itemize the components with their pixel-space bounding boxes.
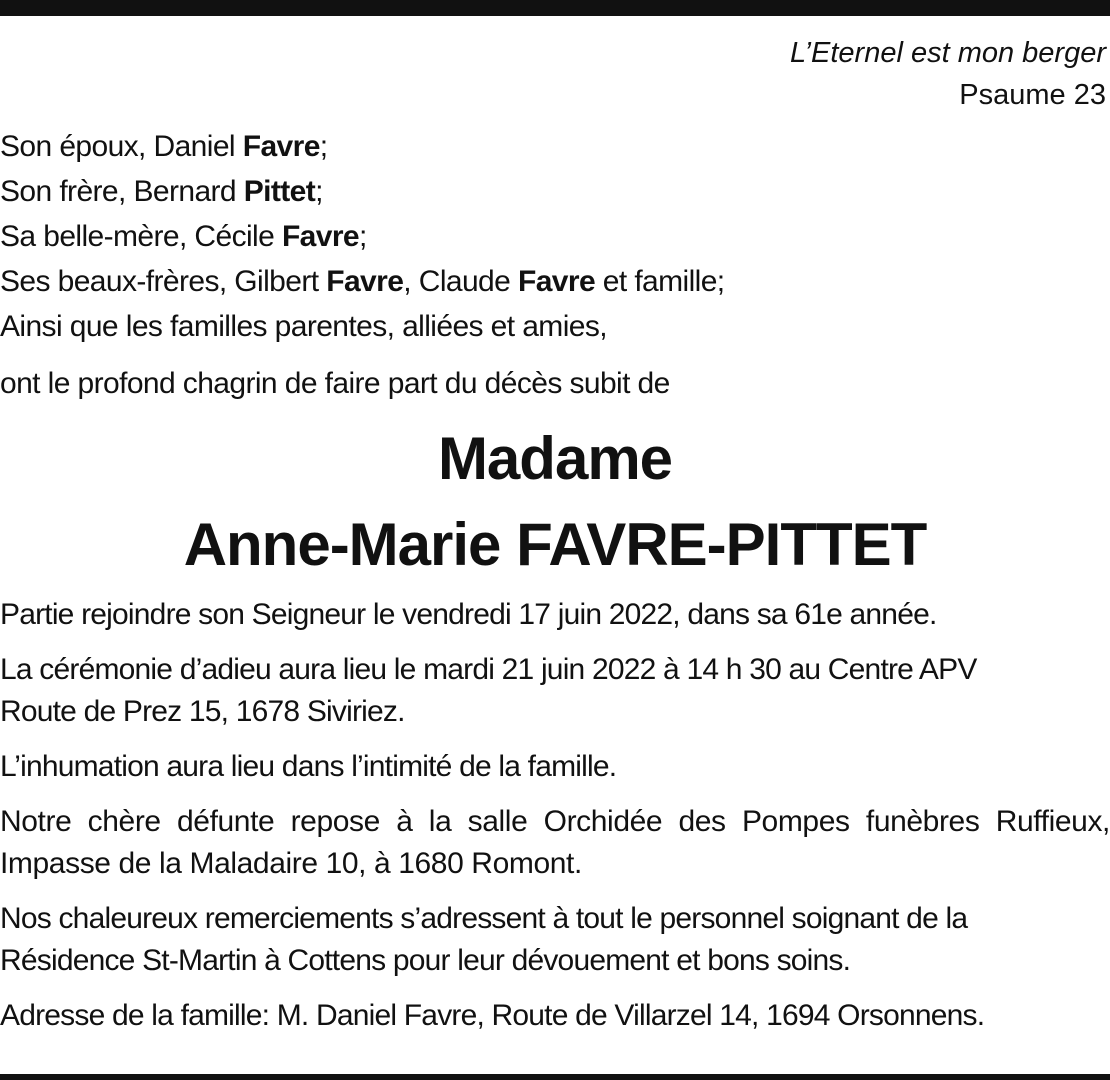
family-line: Son frère, Bernard Pittet; [0, 175, 323, 208]
bottom-border-rule [0, 1074, 1110, 1080]
thanks-paragraph: Nos chaleureux remerciements s’adressent à tout le personnel soignant de la Résidence St-Martin à Cottens pour leur dévouement et bons soins. [0, 902, 968, 977]
verse-reference: Psaume 23 [959, 79, 1106, 111]
family-line: Sa belle-mère, Cécile Favre; [0, 220, 367, 253]
family-address: Adresse de la famille: M. Daniel Favre, Route de Villarzel 14, 1694 Orsonnens. [0, 999, 985, 1032]
deceased-title: Madame [437, 425, 673, 492]
repose-paragraph: Notre chère défunte repose à la salle Orchidée des Pompes funèbres Ruffieux, Impasse de la Maladaire 10, à 1680 Romont. [0, 805, 1110, 880]
deceased-name: Anne-Marie FAVRE-PITTET [183, 511, 927, 578]
family-line: Son époux, Daniel Favre; [0, 130, 328, 163]
announcement-intro: ont le profond chagrin de faire part du décès subit de [0, 367, 670, 400]
ceremony-paragraph: La cérémonie d’adieu aura lieu le mardi 21 juin 2022 à 14 h 30 au Centre APV Route de Prez 15, 1678 Siviriez. [0, 653, 977, 728]
verse-quote: L’Eternel est mon berger [790, 37, 1106, 69]
bible-verse [0, 32, 1110, 116]
family-line: Ses beaux-frères, Gilbert Favre, Claude Favre et famille; [0, 265, 725, 298]
passing-paragraph: Partie rejoindre son Seigneur le vendredi 17 juin 2022, dans sa 61e année. [0, 598, 937, 631]
top-border-rule [0, 0, 1110, 16]
burial-paragraph: L’inhumation aura lieu dans l’intimité de la famille. [0, 750, 617, 783]
family-list [0, 124, 1110, 349]
family-line: Ainsi que les familles parentes, alliées et amies, [0, 310, 607, 343]
deceased-name-block [0, 416, 1110, 588]
obituary-notice [0, 32, 1110, 1037]
